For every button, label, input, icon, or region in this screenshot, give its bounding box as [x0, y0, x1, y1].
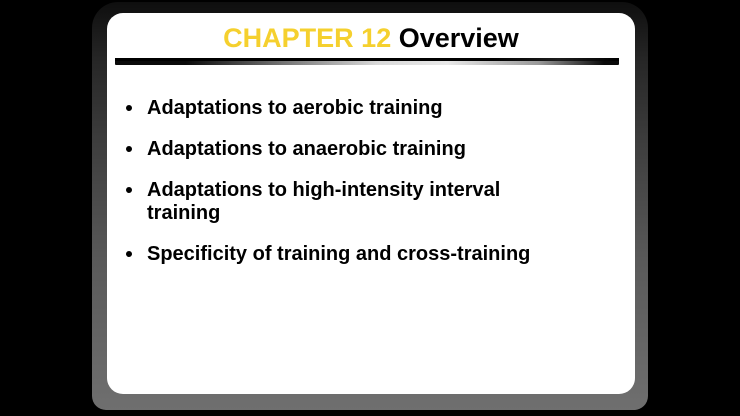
slide-title — [107, 22, 635, 55]
bullet-item — [147, 97, 547, 120]
slide — [107, 13, 635, 394]
bullet-dot-icon — [126, 105, 132, 111]
slide-frame — [92, 2, 648, 410]
bullet-item — [147, 179, 547, 225]
bullet-list — [107, 97, 635, 266]
title-topic: Overview — [398, 23, 519, 53]
bullet-text: Adaptations to anaerobic training — [147, 138, 466, 160]
bullet-dot-icon — [126, 187, 132, 193]
bullet-item — [147, 243, 547, 266]
bullet-item — [147, 138, 547, 161]
bullet-text: Specificity of training and cross-training — [147, 243, 531, 265]
title-chapter-highlight: CHAPTER 12 — [223, 23, 392, 53]
title-divider — [115, 58, 619, 65]
bullet-dot-icon — [126, 146, 132, 152]
bullet-text: Adaptations to aerobic training — [147, 97, 443, 119]
bullet-dot-icon — [126, 251, 132, 257]
bullet-text: Adaptations to high-intensity interval training — [147, 179, 501, 224]
